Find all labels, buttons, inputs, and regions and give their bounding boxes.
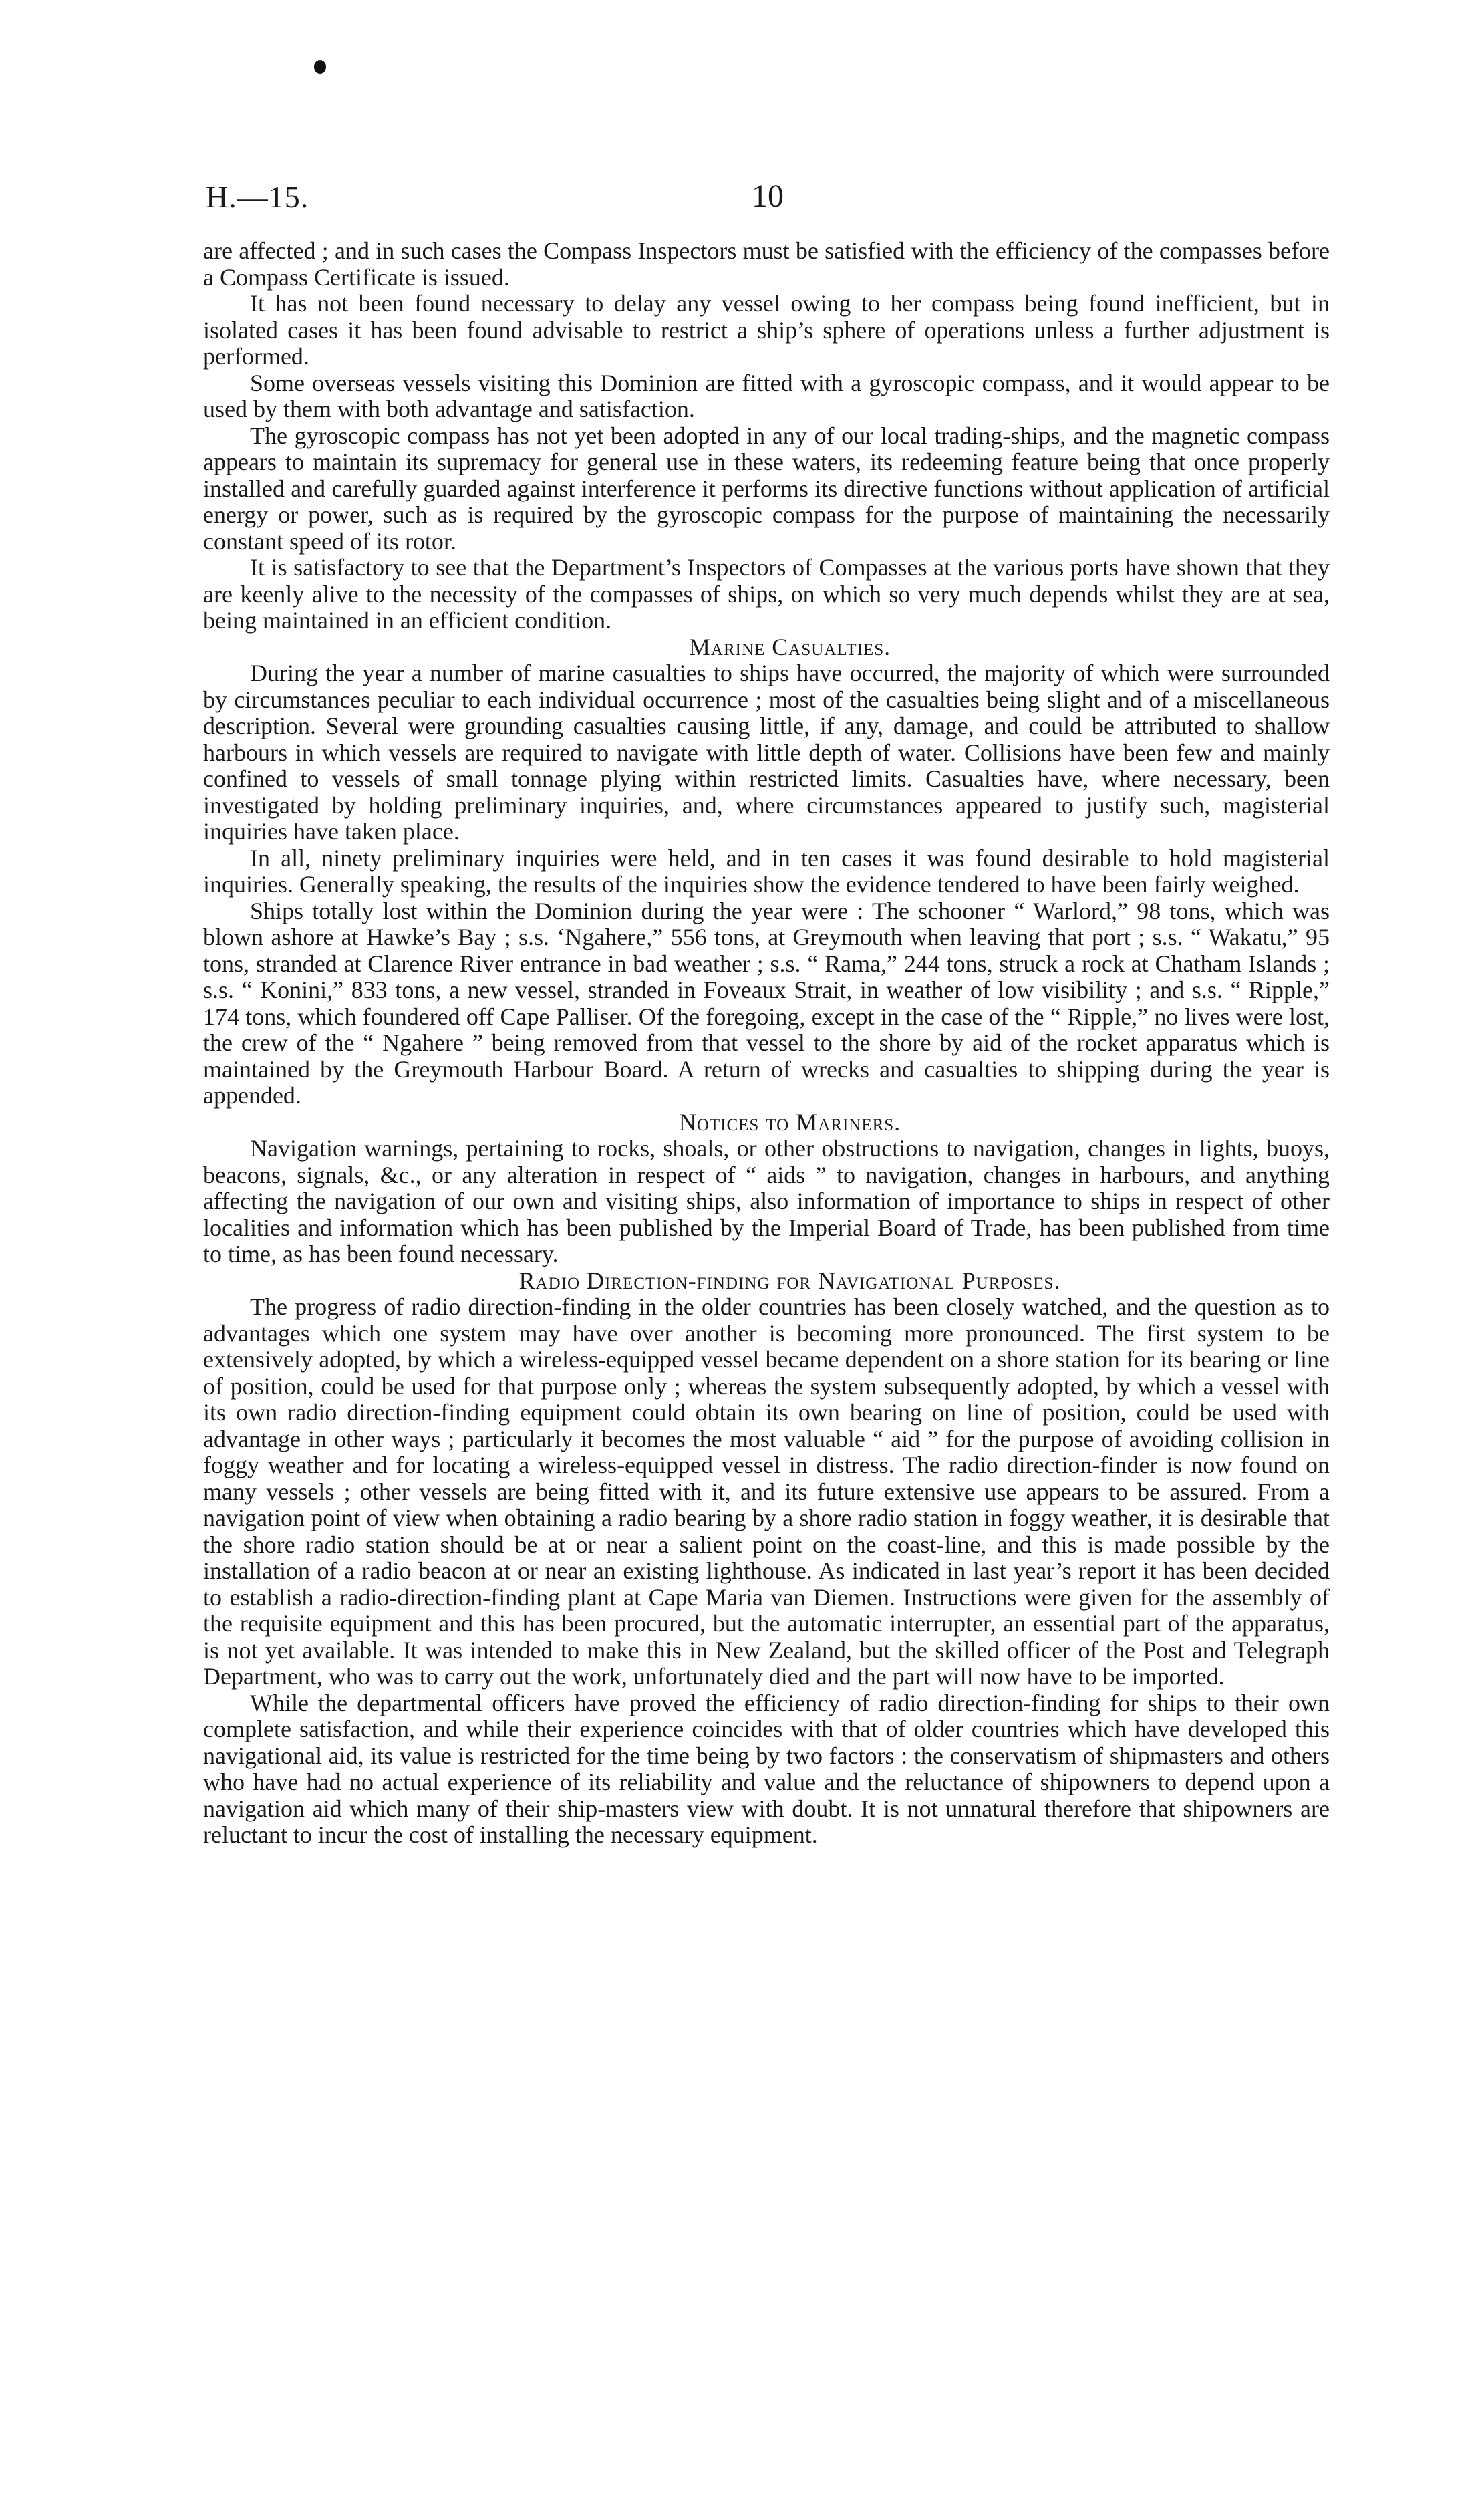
radio-heading: Radio Direction-finding for Navigational Purposes.: [518, 1267, 1061, 1294]
page-number: 10: [752, 178, 784, 214]
marine-casualties-paragraph-1: During the year a number of marine casualties to ships have occurred, the majority of which were surrounded by circumstances peculiar to each individual occurrence ; most of the casualties being slight and of a miscellaneous description. Several were grounding casualties causing little, if any, damage, and could be attributed to shallow harbours in which vessels are required to navigate with little depth of water. Collisions have been few and mainly confined to vessels of small tonnage plying within restricted limits. Casualties have, where necessary, been investigated by holding preliminary inquiries, and, where circumstances appeared to justify such, magisterial inquiries have taken place.: [203, 660, 1330, 845]
compasses-paragraph-4: The gyroscopic compass has not yet been adopted in any of our local trading-ships, and the magnetic compass appears to maintain its supremacy for general use in these waters, its redeeming feature being that once properly installed and carefully guarded against interference it performs its directive functions without application of artificial energy or power, such as is required by the gyroscopic compass for the purpose of maintaining the necessarily constant speed of its rotor.: [203, 422, 1330, 555]
marine-casualties-paragraph-3: Ships totally lost within the Dominion during the year were : The schooner “ Warlord,” 98 tons, which was blown ashore at Hawke’s Bay ; s.s. ‘Ngahere,” 556 tons, at Greymouth when leaving that port ; s.s. “ Wakatu,” 95 tons, stranded at Clarence River entrance in bad weather ; s.s. “ Rama,” 244 tons, struck a rock at Chatham Islands ; s.s. “ Konini,” 833 tons, a new vessel, stranded in Foveaux Strait, in weather of low visibility ; and s.s. “ Ripple,” 174 tons, which foundered off Cape Palliser. Of the foregoing, except in the case of the “ Ripple,” no lives were lost, the crew of the “ Ngahere ” being removed from that vessel to the shore by aid of the rocket apparatus which is maintained by the Greymouth Harbour Board. A return of wrecks and casualties to shipping during the year is appended.: [203, 897, 1330, 1109]
notices-heading: Notices to Mariners.: [678, 1108, 901, 1136]
marine-casualties-paragraph-2: In all, ninety preliminary inquiries were held, and in ten cases it was found desirable to hold magisterial inquiries. Generally speaking, the results of the inquiries show the evidence tendered to have been fairly weighed.: [203, 844, 1330, 898]
marine-casualties-heading: Marine Casualties.: [688, 633, 891, 660]
notices-paragraph-1: Navigation warnings, pertaining to rocks, shoals, or other obstructions to navigation, changes in lights, buoys, beacons, signals, &c., or any alteration in respect of “ aids ” to navigation, changes in harbours, and anything affecting the navigation of our own and visiting ships, also information of importance to ships in respect of other localities and information which has been published by the Imperial Board of Trade, has been published from time to time, as has been found necessary.: [203, 1135, 1330, 1267]
compasses-paragraph-5: It is satisfactory to see that the Department’s Inspectors of Compasses at the various ports have shown that they are keenly alive to the necessity of the compasses of ships, on which so very much depends whilst they are at sea, being maintained in an efficient condition.: [203, 554, 1330, 634]
document-body: [203, 238, 1330, 1849]
page-mark: [314, 60, 326, 74]
compasses-paragraph-3: Some overseas vessels visiting this Dominion are fitted with a gyroscopic compass, and it would appear to be used by them with both advantage and satisfaction.: [203, 369, 1330, 422]
radio-paragraph-1: The progress of radio direction-finding in the older countries has been closely watched, and the question as to advantages which one system may have over another is becoming more pronounced. The first system to be extensively adopted, by which a wireless-equipped vessel became dependent on a shore station for its bearing or line of position, could be used for that purpose only ; whereas the system subsequently adopted, by which a vessel with its own radio direction-finding equipment could obtain its own bearing on line of position, could be used with advantage in other ways ; particularly it becomes the most valuable “ aid ” for the purpose of avoiding collision in foggy weather and for locating a wireless-equipped vessel in distress. The radio direction-finder is now found on many vessels ; other vessels are being fitted with it, and its future extensive use appears to be assured. From a navigation point of view when obtaining a radio bearing by a shore radio station in foggy weather, it is desirable that the shore radio station should be at or near a salient point on the coast-line, and this is made possible by the installation of a radio beacon at or near an existing lighthouse. As indicated in last year’s report it has been decided to establish a radio-direction-finding plant at Cape Maria van Diemen. Instructions were given for the assembly of the requisite equipment and this has been procured, but the automatic interrupter, an essential part of the apparatus, is not yet available. It was intended to make this in New Zealand, but the skilled officer of the Post and Telegraph Department, who was to carry out the work, unfortunately died and the part will now have to be imported.: [203, 1293, 1330, 1690]
compasses-paragraph-1: are affected ; and in such cases the Compass Inspectors must be satisfied with the efficiency of the compasses before a Compass Certificate is issued.: [203, 237, 1330, 291]
compasses-paragraph-2: It has not been found necessary to delay any vessel owing to her compass being found inefficient, but in isolated cases it has been found advisable to restrict a ship’s sphere of operations unless a further adjustment is performed.: [203, 290, 1330, 370]
radio-paragraph-2: While the departmental officers have proved the efficiency of radio direction-finding for ships to their own complete satisfaction, and while their experience coincides with that of older countries which have developed this navigational aid, its value is restricted for the time being by two factors : the conservatism of shipmasters and others who have had no actual experience of its reliability and value and the reluctance of shipowners to depend upon a navigation aid which many of their ship-masters view with doubt. It is not unnatural therefore that shipowners are reluctant to incur the cost of installing the necessary equipment.: [203, 1689, 1330, 1848]
document-reference: H.—15.: [206, 180, 309, 214]
